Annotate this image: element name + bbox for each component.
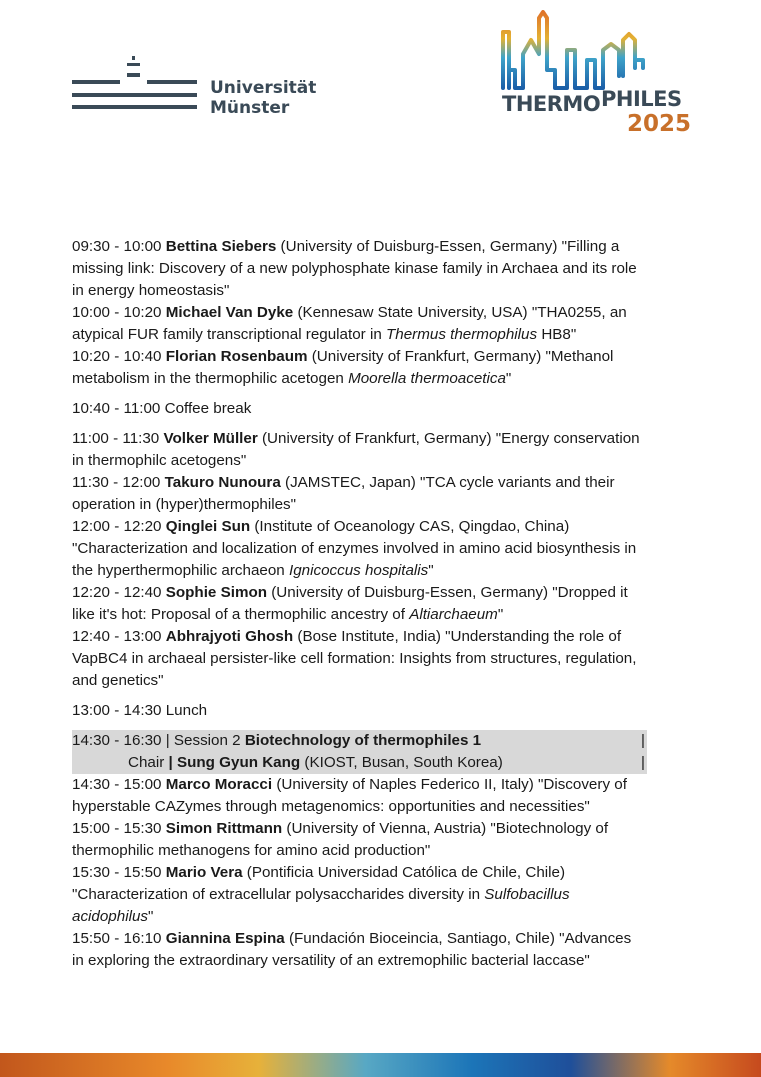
speaker-name: Michael Van Dyke (165, 304, 294, 321)
talk-details: (Kennesaw State University, USA) "THA0255, an atypical FUR family transcriptional regulator in (72, 304, 627, 343)
university-name-line2: Münster (210, 98, 290, 118)
talk-details: (University of Frankfurt, Germany) "Methanol metabolism in the thermophilic acetogen (72, 348, 614, 387)
talk-details: (University of Duisburg-Essen, Germany) "Filling a missing link: Discovery of a new polyphosphate kinase family in Archaea and its role in energy homeostasis" (72, 238, 637, 299)
talk-entry (72, 862, 647, 928)
talk-time: 14:30 - 15:00 (72, 776, 162, 793)
speaker-name: Bettina Siebers (165, 238, 277, 255)
footer-gradient-bar (0, 1053, 761, 1077)
talk-time: 15:50 - 16:10 (72, 930, 162, 947)
session-title: Biotechnology of thermophiles 1 (244, 732, 482, 749)
university-munster-logo (72, 50, 332, 122)
talk-details: (JAMSTEC, Japan) "TCA cycle variants and their operation in (hyper)thermophiles" (72, 474, 615, 513)
talk-time: 10:20 - 10:40 (72, 348, 162, 365)
talk-entry (72, 346, 647, 390)
chair-label: Chair (128, 754, 165, 771)
talk-entry (72, 774, 647, 818)
conference-name-part2: PHILES (601, 87, 682, 111)
session-header (72, 730, 647, 774)
session-time: 14:30 - 16:30 (72, 732, 162, 749)
talk-details-end: " (148, 908, 154, 925)
speaker-name: Abhrajyoti Ghosh (165, 628, 294, 645)
species-name: Ignicoccus hospitalis (288, 562, 429, 579)
university-logo-mark (72, 50, 202, 120)
university-name (210, 78, 316, 118)
talk-time: 11:00 - 11:30 (72, 430, 160, 447)
talk-entry (72, 818, 647, 862)
talk-time: 15:00 - 15:30 (72, 820, 162, 837)
programme-schedule (72, 236, 647, 972)
speaker-name: Giannina Espina (165, 930, 285, 947)
talk-details: (University of Naples Federico II, Italy) "Discovery of hyperstable CAZymes through metagenomics: opportunities and necessities" (72, 776, 627, 815)
talk-entry (72, 582, 647, 626)
session-label: Session 2 (173, 732, 245, 749)
talk-entry (72, 516, 647, 582)
speaker-name: Qinglei Sun (165, 518, 251, 535)
conference-year: 2025 (627, 111, 692, 137)
talk-time: 11:30 - 12:00 (72, 474, 161, 491)
speaker-name: Florian Rosenbaum (165, 348, 308, 365)
talk-entry (72, 428, 647, 472)
talk-entry (72, 928, 647, 972)
session-chair-line: Chair | Sung Gyun Kang (KIOST, Busan, South Korea) | (72, 752, 645, 774)
talk-time: 10:00 - 10:20 (72, 304, 162, 321)
session-pipe: | (641, 754, 645, 771)
talk-details: (Pontificia Universidad Católica de Chile, Chile) "Characterization of extracellular polysaccharides diversity in (72, 864, 566, 903)
coffee-break: 10:40 - 11:00 Coffee break (72, 400, 252, 417)
lunch-break: 13:00 - 14:30 Lunch (72, 702, 208, 719)
talk-time: 12:00 - 12:20 (72, 518, 162, 535)
talk-details-end: " (428, 562, 434, 579)
talk-details-end: " (505, 370, 512, 387)
speaker-name: Volker Müller (163, 430, 258, 447)
speaker-name: Takuro Nunoura (164, 474, 281, 491)
talk-details-end: " (497, 606, 504, 623)
chair-name: Sung Gyun Kang (177, 754, 301, 771)
talk-time: 12:20 - 12:40 (72, 584, 162, 601)
talk-entry (72, 472, 647, 516)
species-name: Sulfobacillus acidophilus (72, 886, 570, 925)
talk-group-late-morning (72, 428, 647, 692)
speaker-name: Mario Vera (165, 864, 243, 881)
species-name: Altiarchaeum (409, 606, 498, 623)
chair-affiliation: (KIOST, Busan, South Korea) (300, 754, 503, 771)
talk-entry (72, 302, 647, 346)
talk-entry (72, 236, 647, 302)
talk-details-end: HB8" (537, 326, 577, 343)
talk-details: (Fundación Bioceincia, Santiago, Chile) "Advances in exploring the extraordinary versatility of an extremophilic bacterial laccase" (72, 930, 632, 969)
speaker-name: Marco Moracci (165, 776, 273, 793)
talk-entry (72, 626, 647, 692)
talk-details: (University of Duisburg-Essen, Germany) "Dropped it like it's hot: Proposal of a thermophilic ancestry of (72, 584, 628, 623)
talk-time: 09:30 - 10:00 (72, 238, 162, 255)
talk-group-afternoon (72, 774, 647, 972)
session-pipe: | (641, 732, 645, 749)
university-name-line1: Universität (210, 78, 317, 98)
speaker-name: Sophie Simon (165, 584, 268, 601)
session-title-line: 14:30 - 16:30 | Session 2 Biotechnology of thermophiles 1 | (72, 730, 645, 752)
species-name: Moorella thermoacetica (348, 370, 506, 387)
talk-details: (University of Frankfurt, Germany) "Energy conservation in thermophilc acetogens" (72, 430, 640, 469)
talk-details: (Institute of Oceanology CAS, Qingdao, China) "Characterization and localization of enzymes involved in amino acid biosynthesis in the hyperthermophilic archaeon (72, 518, 637, 579)
conference-name-part1: THERMO (502, 92, 601, 116)
talk-time: 15:30 - 15:50 (72, 864, 162, 881)
talk-group-morning (72, 236, 647, 390)
talk-details: (Bose Institute, India) "Understanding the role of VapBC4 in archaeal persister-like cell formation: Insights from structures, regulation, and genetics" (72, 628, 637, 689)
species-name: Thermus thermophilus (386, 326, 538, 343)
thermophiles-2025-logo (497, 10, 717, 140)
talk-details: (University of Vienna, Austria) "Biotechnology of thermophilic methanogens for amino acid production" (72, 820, 609, 859)
speaker-name: Simon Rittmann (165, 820, 283, 837)
talk-time: 12:40 - 13:00 (72, 628, 162, 645)
